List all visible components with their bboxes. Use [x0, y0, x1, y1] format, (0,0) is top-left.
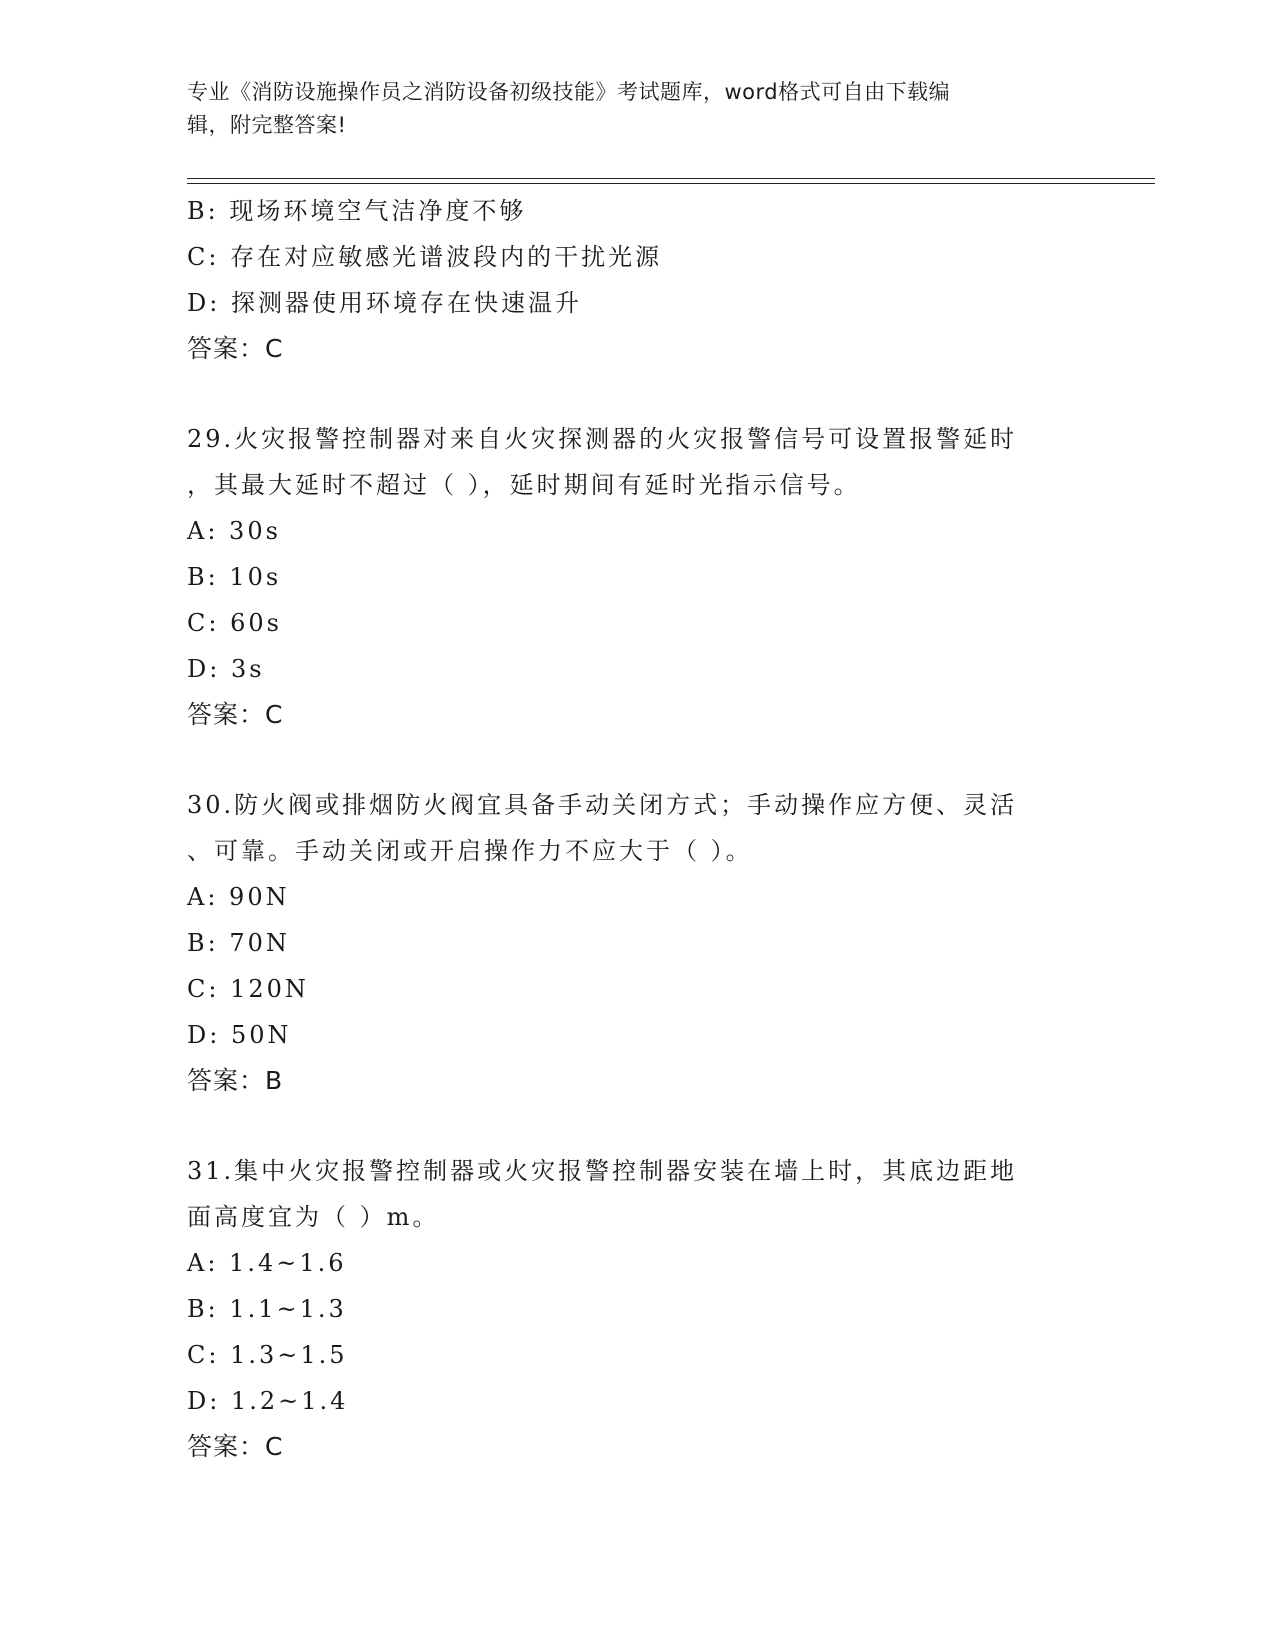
header-divider-top	[187, 178, 1155, 179]
option-d: D: 3s	[187, 655, 265, 683]
question-text-line: 、可靠。手动关闭或开启操作力不应大于（ ）。	[187, 837, 753, 865]
document-header	[187, 76, 1087, 142]
question-list	[187, 188, 1087, 1470]
option-a: A: 30s	[187, 517, 281, 545]
option-c: C: 120N	[187, 975, 309, 1003]
partial-question	[187, 188, 1087, 372]
option-d: D: 50N	[187, 1021, 292, 1049]
option-b: B: 1.1~1.3	[187, 1295, 347, 1323]
option-c: C: 1.3~1.5	[187, 1341, 348, 1369]
option-b: B: 10s	[187, 563, 282, 591]
option-d: D: 1.2~1.4	[187, 1387, 349, 1415]
option-c: C: 60s	[187, 609, 282, 637]
option-c: C: 存在对应敏感光谱波段内的干扰光源	[187, 243, 663, 271]
option-b: B: 70N	[187, 929, 290, 957]
answer-line: 答案：C	[187, 334, 284, 363]
header-line-2: 辑，附完整答案!	[187, 113, 347, 137]
question-30	[187, 782, 1087, 1104]
question-31	[187, 1148, 1087, 1470]
answer-line: 答案：C	[187, 700, 284, 729]
question-text-line: 29.火灾报警控制器对来自火灾探测器的火灾报警信号可设置报警延时	[187, 425, 1018, 453]
option-a: A: 90N	[187, 883, 290, 911]
option-b: B: 现场环境空气洁净度不够	[187, 197, 527, 225]
header-divider-bottom	[187, 183, 1155, 184]
option-a: A: 1.4~1.6	[187, 1249, 347, 1277]
answer-line: 答案：B	[187, 1066, 284, 1095]
question-text-line: ，其最大延时不超过（ ），延时期间有延时光指示信号。	[187, 471, 861, 499]
question-text-line: 31.集中火灾报警控制器或火灾报警控制器安装在墙上时，其底边距地	[187, 1157, 1018, 1185]
question-text-line: 面高度宜为（ ）m。	[187, 1203, 440, 1231]
header-line-1: 专业《消防设施操作员之消防设备初级技能》考试题库，word格式可自由下载编	[187, 80, 951, 104]
question-text-line: 30.防火阀或排烟防火阀宜具备手动关闭方式；手动操作应方便、灵活	[187, 791, 1018, 819]
option-d: D: 探测器使用环境存在快速温升	[187, 289, 582, 317]
question-29	[187, 416, 1087, 738]
answer-line: 答案：C	[187, 1432, 284, 1461]
